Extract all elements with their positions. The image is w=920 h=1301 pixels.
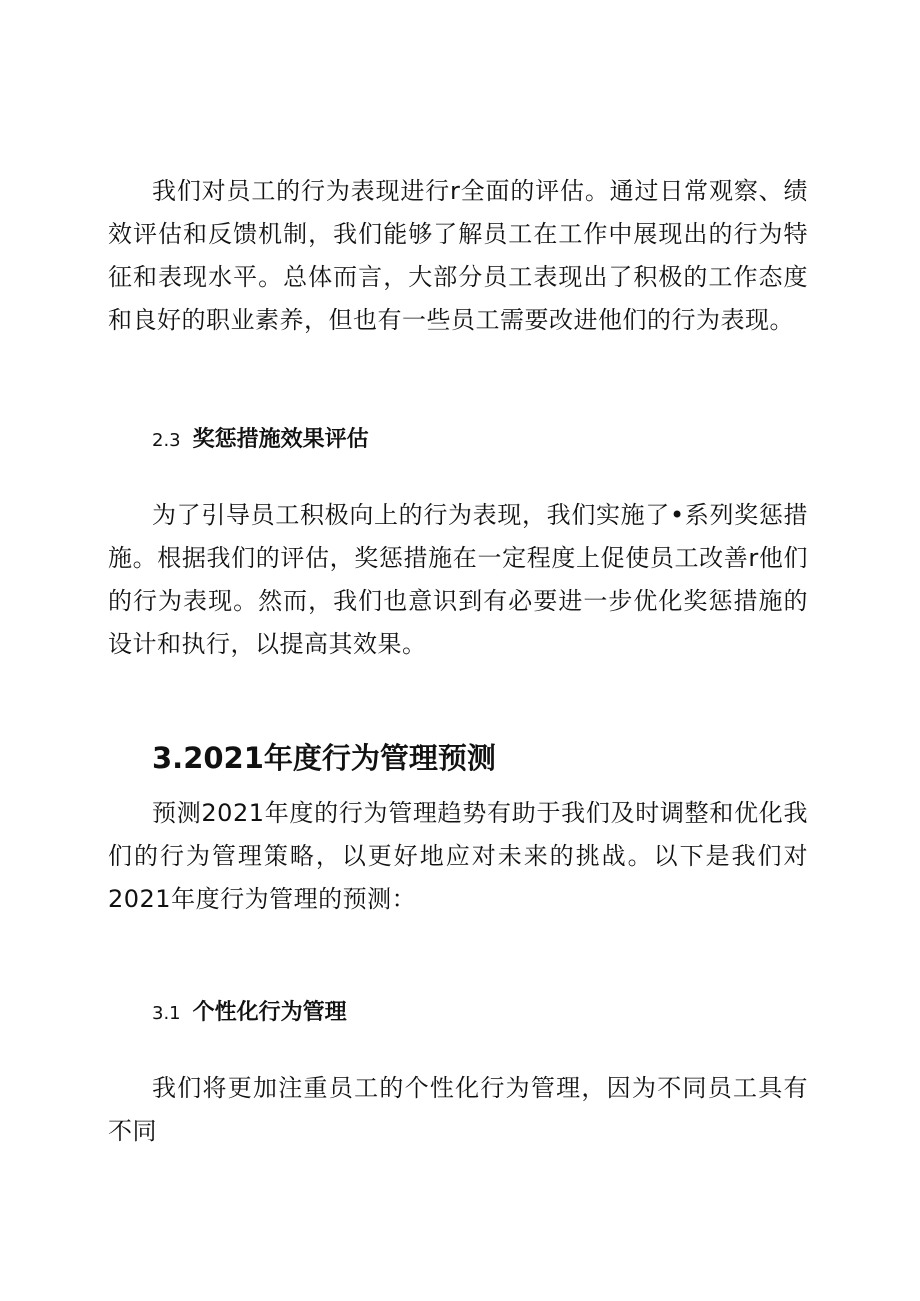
- section-3-1-heading: [152, 997, 347, 1029]
- section-2-3-number: 2.3: [152, 430, 181, 451]
- paragraph-personalized-management: 我们将更加注重员工的个性化行为管理，因为不同员工具有不同: [108, 1074, 808, 1145]
- paragraph-forecast-intro: 预测2021年度的行为管理趋势有助于我们及时调整和优化我们的行为管理策略，以更好地应对未来的挑战。以下是我们对2021年度行为管理的预测：: [108, 799, 808, 913]
- section-3-1-number: 3.1: [152, 1003, 181, 1024]
- paragraph-reward-punishment: 为了引导员工积极向上的行为表现，我们实施了•系列奖惩措施。根据我们的评估，奖惩措施在一定程度上促使员工改善r他们的行为表现。然而，我们也意识到有必要进一步优化奖惩措施的设计和执行，以提高其效果。: [108, 501, 808, 658]
- section-3-1-title: 个性化行为管理: [192, 1000, 347, 1025]
- section-2-3-title: 奖惩措施效果评估: [192, 427, 369, 452]
- section-2-3-heading: [152, 424, 369, 456]
- paragraph-behavior-evaluation: 我们对员工的行为表现进行r全面的评估。通过日常观察、绩效评估和反馈机制，我们能够了解员工在工作中展现出的行为特征和表现水平。总体而言，大部分员工表现出了积极的工作态度和良好的职业素养，但也有一些员工需要改进他们的行为表现。: [108, 177, 808, 334]
- section-3-heading: 3.2021年度行为管理预测: [152, 741, 496, 775]
